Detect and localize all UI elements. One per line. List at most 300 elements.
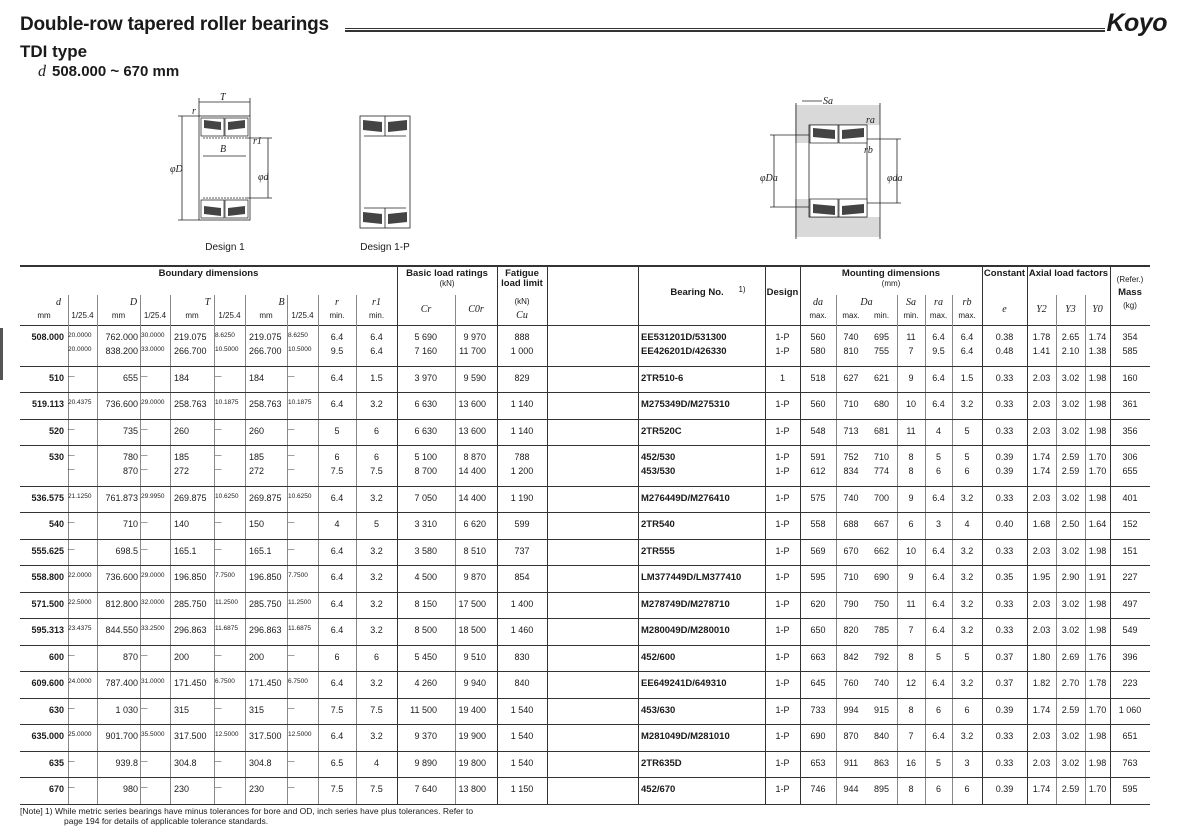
- fatigue-cu: 1 400: [510, 598, 534, 609]
- row-separator: [20, 486, 1150, 487]
- outer-D: 812.800: [105, 598, 138, 609]
- factor-y3: 2.70: [1061, 678, 1080, 689]
- width-B: 196.850: [249, 572, 282, 583]
- mount-rb: 4: [964, 519, 970, 530]
- bore-d: 630: [48, 704, 64, 715]
- width-T-inch: 10.5000: [215, 346, 239, 354]
- load-cr: 7 640: [414, 784, 437, 795]
- load-c0r: 19 800: [458, 757, 486, 768]
- fatigue-cu: 1 540: [510, 704, 534, 715]
- outer-D-inch: 33.2500: [141, 625, 165, 633]
- width-T: 140: [174, 519, 190, 530]
- fatigue-cu: 1 460: [510, 625, 534, 636]
- bore-d-inch: —: [68, 425, 75, 433]
- width-B: 171.450: [249, 678, 282, 689]
- outer-D-inch: 33.0000: [141, 346, 165, 354]
- header-bearing-no-note: 1): [738, 285, 746, 294]
- header-design: Design: [766, 287, 799, 298]
- bearing-number: 2TR510-6: [641, 372, 684, 384]
- factor-y3: 3.02: [1061, 625, 1080, 636]
- mount-rb: 5: [964, 651, 970, 662]
- chamfer-r: 6.4: [330, 372, 344, 383]
- mass-kg: 306: [1122, 452, 1138, 463]
- mount-rb: 3.2: [960, 492, 974, 503]
- fatigue-cu: 1 000: [510, 346, 534, 357]
- bore-d-inch: —: [68, 372, 75, 380]
- outer-D-inch: —: [141, 425, 148, 433]
- constant-e: 0.33: [995, 545, 1014, 556]
- outer-D: 761.873: [105, 492, 138, 503]
- width-T: 196.850: [174, 572, 207, 583]
- width-T: 315: [174, 704, 190, 715]
- design-type: 1-P: [775, 784, 790, 795]
- mount-Sa: 9: [908, 572, 914, 583]
- fatigue-cu: 599: [514, 519, 530, 530]
- chamfer-r1: 4: [373, 757, 379, 768]
- bearing-number: 453/530: [641, 466, 676, 478]
- size-range: [38, 63, 179, 81]
- mass-kg: 651: [1122, 731, 1138, 742]
- width-T-inch: —: [215, 452, 222, 460]
- bore-d-inch: 20.0000: [68, 332, 92, 340]
- factor-y0: 1.70: [1088, 466, 1107, 477]
- bore-d-inch: 21.1250: [68, 492, 92, 500]
- mount-Da-min: 700: [873, 492, 890, 503]
- bore-d: 600: [48, 651, 64, 662]
- factor-y0: 1.76: [1088, 651, 1107, 662]
- mount-da: 663: [810, 651, 826, 662]
- chamfer-r1: 5: [373, 519, 379, 530]
- mount-Da-max: 740: [843, 332, 859, 343]
- factor-y3: 2.65: [1061, 332, 1080, 343]
- constant-e: 0.40: [995, 519, 1014, 530]
- header-mounting: Mounting dimensions: [841, 268, 941, 279]
- mount-Da-max: 834: [843, 466, 859, 477]
- design-1p-drawing: [355, 112, 415, 242]
- mount-da: 548: [810, 425, 826, 436]
- mass-kg: 356: [1122, 425, 1138, 436]
- fatigue-cu: 737: [514, 545, 530, 556]
- row-separator: [20, 698, 1150, 699]
- mount-Sa: 9: [908, 372, 914, 383]
- bore-d-inch: 20.0000: [68, 346, 92, 354]
- factor-y2: 2.03: [1032, 399, 1051, 410]
- outer-D-inch: —: [141, 372, 148, 380]
- load-cr: 7 160: [414, 346, 437, 357]
- width-T: 171.450: [174, 678, 207, 689]
- outer-D: 780: [122, 452, 138, 463]
- width-T-inch: —: [215, 784, 222, 792]
- mount-ra: 6.4: [932, 492, 945, 503]
- header-D: D: [129, 297, 138, 308]
- mount-ra: 5: [935, 452, 941, 463]
- width-T-inch: 6.7500: [215, 678, 235, 686]
- design-type: 1-P: [775, 731, 790, 742]
- mount-rb: 3.2: [960, 678, 974, 689]
- constant-e: 0.33: [995, 399, 1014, 410]
- mount-Da-max: 752: [843, 452, 859, 463]
- width-T: 272: [174, 466, 190, 477]
- mount-Sa: 10: [905, 399, 916, 410]
- header-mounting-unit: (mm): [881, 279, 901, 288]
- header-unit: min.: [329, 311, 345, 320]
- header-fatigue-unit: (kN): [514, 297, 530, 306]
- mass-kg: 151: [1122, 545, 1138, 556]
- bearing-number: 2TR555: [641, 545, 675, 557]
- header-bearing-no: Bearing No.: [670, 287, 724, 298]
- outer-D: 762.000: [105, 332, 138, 343]
- design-type: 1-P: [775, 425, 790, 436]
- bore-d-inch: 22.0000: [68, 572, 92, 580]
- factor-y2: 1.74: [1032, 704, 1051, 715]
- design-type: 1-P: [775, 466, 790, 477]
- footnote: [20, 806, 473, 826]
- width-T-inch: 11.2500: [215, 598, 239, 606]
- factor-y2: 2.03: [1032, 492, 1051, 503]
- mount-Da-min: 895: [873, 784, 890, 795]
- mount-da: 518: [810, 372, 826, 383]
- mount-ra: 5: [935, 651, 941, 662]
- bore-d-inch: —: [68, 784, 75, 792]
- mount-Sa: 8: [908, 452, 914, 463]
- load-c0r: 19 900: [458, 731, 486, 742]
- mount-ra: 6: [935, 784, 941, 795]
- fatigue-cu: 1 150: [510, 784, 534, 795]
- chamfer-r: 6.4: [330, 492, 344, 503]
- constant-e: 0.33: [995, 492, 1014, 503]
- constant-e: 0.33: [995, 372, 1014, 383]
- chamfer-r: 6.4: [330, 545, 344, 556]
- chamfer-r: 6.5: [330, 757, 344, 768]
- bore-d: 595.313: [31, 625, 64, 636]
- outer-D-inch: 31.0000: [141, 678, 165, 686]
- header-unit: mm: [185, 311, 199, 320]
- factor-y2: 2.03: [1032, 598, 1051, 609]
- width-T: 266.700: [174, 346, 207, 357]
- bore-d-inch: 23.4375: [68, 625, 92, 633]
- mount-Da-max: 820: [843, 625, 859, 636]
- mass-kg: 361: [1122, 399, 1138, 410]
- bearing-number: EE649241D/649310: [641, 678, 727, 690]
- outer-D: 1 030: [115, 704, 138, 715]
- outer-D-inch: 35.5000: [141, 731, 165, 739]
- factor-y3: 2.59: [1061, 784, 1080, 795]
- bearing-number: 452/600: [641, 651, 676, 663]
- mount-Da-min: 840: [873, 731, 890, 742]
- mount-da: 620: [810, 598, 826, 609]
- fatigue-cu: 829: [514, 372, 530, 383]
- factor-y3: 2.59: [1061, 452, 1080, 463]
- mount-Sa: 8: [908, 651, 914, 662]
- factor-y3: 3.02: [1061, 731, 1080, 742]
- dim-r1-label: r1: [253, 136, 262, 147]
- outer-D-inch: —: [141, 704, 148, 712]
- factor-y3: 2.59: [1061, 704, 1080, 715]
- width-T: 304.8: [174, 757, 197, 768]
- load-c0r: 13 800: [458, 784, 486, 795]
- mount-ra: 6.4: [932, 598, 945, 609]
- bore-d: 536.575: [31, 492, 64, 503]
- outer-D-inch: —: [141, 466, 148, 474]
- row-separator: [20, 419, 1150, 420]
- bore-d-inch: —: [68, 651, 75, 659]
- width-T: 317.500: [174, 731, 207, 742]
- fatigue-cu: 1 190: [510, 492, 534, 503]
- mount-Da-min: 710: [873, 452, 890, 463]
- outer-D-inch: —: [141, 545, 148, 553]
- mount-Da-max: 688: [843, 519, 859, 530]
- mount-Da-max: 627: [843, 372, 859, 383]
- load-cr: 5 450: [414, 651, 437, 662]
- chamfer-r: 4: [334, 519, 340, 530]
- load-c0r: 14 400: [458, 492, 486, 503]
- width-B-inch: —: [288, 757, 295, 765]
- bearing-number: EE531201D/531300: [641, 332, 727, 344]
- mount-Sa: 8: [908, 704, 914, 715]
- load-c0r: 9 590: [463, 372, 486, 383]
- dim-ra-label: ra: [866, 115, 875, 126]
- chamfer-r: 6.4: [330, 399, 344, 410]
- row-separator: [20, 445, 1150, 446]
- chamfer-r: 7.5: [330, 466, 344, 477]
- mount-Da-min: 792: [873, 651, 890, 662]
- factor-y2: 2.03: [1032, 425, 1051, 436]
- bore-d: 635.000: [31, 731, 64, 742]
- table-rule: [20, 265, 1150, 267]
- width-T: 285.750: [174, 598, 207, 609]
- chamfer-r: 7.5: [330, 784, 344, 795]
- width-B: 315: [249, 704, 265, 715]
- dim-da-label: φda: [887, 173, 903, 184]
- load-c0r: 17 500: [458, 598, 486, 609]
- width-T-inch: —: [215, 519, 222, 527]
- mount-Da-max: 790: [843, 598, 859, 609]
- mass-kg: 585: [1122, 346, 1138, 357]
- mount-Da-min: 667: [873, 519, 890, 530]
- design-type: 1-P: [775, 678, 790, 689]
- fatigue-cu: 788: [514, 452, 530, 463]
- row-separator: [20, 618, 1150, 619]
- mount-ra: 3: [935, 519, 941, 530]
- design-1-caption: Design 1: [205, 242, 245, 253]
- chamfer-r1: 3.2: [370, 545, 383, 556]
- factor-y3: 2.50: [1061, 519, 1080, 530]
- fatigue-cu: 1 540: [510, 731, 534, 742]
- outer-D-inch: —: [141, 757, 148, 765]
- width-B-inch: 11.2500: [288, 598, 312, 606]
- width-B: 150: [249, 519, 265, 530]
- mass-kg: 160: [1122, 372, 1138, 383]
- bearing-number: EE426201D/426330: [641, 346, 727, 358]
- mount-ra: 6.4: [932, 678, 945, 689]
- row-separator: [20, 592, 1150, 593]
- bore-d: 609.600: [31, 678, 64, 689]
- mount-Sa: 7: [908, 346, 914, 357]
- design-type: 1-P: [775, 651, 790, 662]
- width-B-inch: —: [288, 466, 295, 474]
- width-T: 260: [174, 425, 190, 436]
- chamfer-r: 6.4: [330, 598, 344, 609]
- design-type: 1-P: [775, 332, 790, 343]
- width-B-inch: —: [288, 784, 295, 792]
- dim-rb-label: rb: [864, 145, 873, 156]
- factor-y3: 3.02: [1061, 492, 1080, 503]
- load-c0r: 13 600: [458, 425, 486, 436]
- bearing-number: M275349D/M275310: [641, 399, 730, 411]
- fatigue-cu: 830: [514, 651, 530, 662]
- dim-B-label: B: [220, 144, 227, 155]
- header-B: B: [278, 297, 285, 308]
- mount-da: 575: [810, 492, 826, 503]
- header-boundary: Boundary dimensions: [158, 268, 259, 279]
- bore-d: 520: [48, 425, 64, 436]
- mount-Da-min: 785: [873, 625, 890, 636]
- mount-Da-max: 842: [843, 651, 859, 662]
- outer-D-inch: —: [141, 784, 148, 792]
- width-T-inch: —: [215, 545, 222, 553]
- row-separator: [20, 777, 1150, 778]
- chamfer-r: 6.4: [330, 731, 344, 742]
- chamfer-r1: 6: [373, 425, 379, 436]
- header-axial: Axial load factors: [1028, 268, 1109, 279]
- header-unit: min.: [903, 311, 919, 320]
- bearing-number: M278749D/M278710: [641, 598, 730, 610]
- mount-ra: 6.4: [932, 545, 945, 556]
- width-B-inch: —: [288, 372, 295, 380]
- mount-Sa: 8: [908, 466, 914, 477]
- factor-y0: 1.70: [1088, 704, 1107, 715]
- header-cu: Cu: [516, 310, 528, 321]
- range-value: 508.000 ~ 670 mm: [52, 63, 180, 80]
- chamfer-r1: 7.5: [370, 704, 383, 715]
- design-type: 1-P: [775, 452, 790, 463]
- dim-Sa-label: Sa: [823, 96, 833, 107]
- load-cr: 9 370: [414, 731, 437, 742]
- outer-D-inch: 30.0000: [141, 332, 165, 340]
- chamfer-r: 6: [334, 651, 340, 662]
- load-c0r: 11 700: [459, 346, 486, 357]
- load-cr: 7 050: [414, 492, 437, 503]
- load-c0r: 18 500: [458, 625, 486, 636]
- outer-D: 698.5: [115, 545, 138, 556]
- mount-rb: 3.2: [960, 731, 974, 742]
- mount-Da-min: 690: [873, 572, 890, 583]
- design-1-drawing: [170, 92, 280, 242]
- mount-rb: 3.2: [960, 399, 974, 410]
- load-c0r: 13 600: [458, 399, 486, 410]
- mount-rb: 6.4: [960, 332, 974, 343]
- load-c0r: 19 400: [458, 704, 486, 715]
- width-B: 269.875: [249, 492, 282, 503]
- outer-D-inch: 29.9950: [141, 492, 165, 500]
- row-separator: [20, 392, 1150, 393]
- constant-e: 0.33: [995, 731, 1014, 742]
- row-separator: [20, 751, 1150, 752]
- constant-e: 0.48: [995, 346, 1014, 357]
- width-B: 285.750: [249, 598, 282, 609]
- factor-y2: 2.03: [1032, 625, 1051, 636]
- factor-y3: 3.02: [1061, 399, 1080, 410]
- factor-y0: 1.64: [1088, 519, 1107, 530]
- row-separator: [20, 539, 1150, 540]
- dim-Da-label: φDa: [760, 173, 778, 184]
- bore-d-inch: —: [68, 466, 75, 474]
- bearing-number: 452/670: [641, 784, 676, 796]
- header-refer: (Refer.): [1116, 275, 1144, 284]
- width-T-inch: 8.6250: [215, 332, 235, 340]
- factor-y0: 1.98: [1088, 545, 1107, 556]
- bore-d: 519.113: [31, 399, 64, 410]
- bore-d: 540: [48, 519, 64, 530]
- width-T-inch: —: [215, 372, 222, 380]
- factor-y3: 3.02: [1061, 372, 1080, 383]
- factor-y3: 3.02: [1061, 757, 1080, 768]
- mount-Da-max: 710: [843, 572, 859, 583]
- width-B: 296.863: [249, 625, 282, 636]
- mount-Sa: 16: [905, 757, 916, 768]
- mount-ra: 6.4: [932, 332, 945, 343]
- mount-ra: 6.4: [932, 399, 945, 410]
- header-unit: max.: [842, 311, 860, 320]
- factor-y3: 2.69: [1061, 651, 1080, 662]
- factor-y0: 1.98: [1088, 731, 1107, 742]
- title-rule: [345, 28, 1105, 32]
- header-fatigue-2: load limit: [501, 278, 543, 289]
- mount-ra: 6.4: [932, 625, 945, 636]
- bearing-number: M280049D/M280010: [641, 625, 730, 637]
- header-unit: min.: [368, 311, 385, 320]
- table-rule: [20, 804, 1150, 806]
- factor-y0: 1.98: [1088, 372, 1107, 383]
- bearing-number: M276449D/M276410: [641, 492, 730, 504]
- width-B: 165.1: [249, 545, 272, 556]
- mount-Da-max: 710: [843, 399, 859, 410]
- load-c0r: 9 870: [463, 572, 486, 583]
- chamfer-r1: 3.2: [370, 678, 383, 689]
- mass-kg: 549: [1122, 625, 1138, 636]
- mount-rb: 6: [964, 704, 970, 715]
- width-B: 219.075: [249, 332, 282, 343]
- width-B: 304.8: [249, 757, 272, 768]
- chamfer-r1: 3.2: [370, 572, 383, 583]
- outer-D-inch: 29.0000: [141, 572, 165, 580]
- outer-D: 870: [122, 466, 138, 477]
- page-edge-mark: [0, 328, 3, 380]
- width-B: 260: [249, 425, 265, 436]
- outer-D: 901.700: [105, 731, 138, 742]
- header-T: T: [204, 297, 211, 308]
- outer-D: 870: [122, 651, 138, 662]
- mount-rb: 3.2: [960, 572, 974, 583]
- factor-y3: 2.59: [1061, 466, 1080, 477]
- width-B: 317.500: [249, 731, 282, 742]
- width-T-inch: —: [215, 757, 222, 765]
- width-B-inch: —: [288, 545, 295, 553]
- fatigue-cu: 1 140: [510, 399, 534, 410]
- factor-y0: 1.98: [1088, 425, 1107, 436]
- load-cr: 11 500: [410, 704, 437, 715]
- chamfer-r1: 6.4: [370, 332, 383, 343]
- bearing-number: 2TR540: [641, 519, 675, 531]
- width-T-inch: 10.1875: [215, 399, 239, 407]
- mount-da: 595: [810, 572, 826, 583]
- load-cr: 4 500: [414, 572, 437, 583]
- width-T-inch: —: [215, 651, 222, 659]
- outer-D: 980: [122, 784, 138, 795]
- chamfer-r1: 7.5: [370, 784, 383, 795]
- outer-D: 787.400: [105, 678, 138, 689]
- chamfer-r: 9.5: [330, 346, 344, 357]
